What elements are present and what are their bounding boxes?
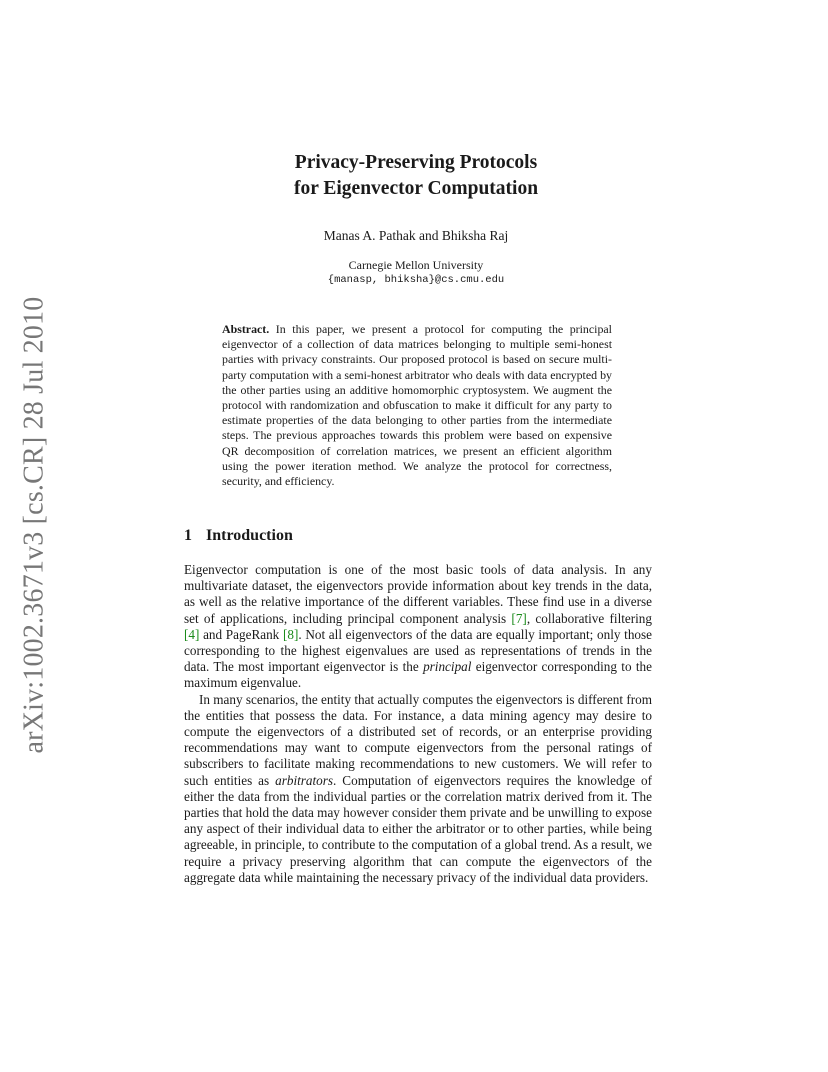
citation-4[interactable]: [4]: [184, 626, 200, 642]
authors: Manas A. Pathak and Bhiksha Raj: [323, 228, 509, 243]
section-body: [184, 562, 652, 886]
affiliation: Carnegie Mellon University: [348, 258, 484, 272]
p1-text-3: and PageRank: [199, 626, 283, 642]
p1-emphasis: principal: [423, 659, 472, 675]
section-number: 1: [184, 527, 192, 544]
section-heading: [184, 527, 293, 545]
paragraph-2: [184, 692, 652, 886]
paragraph-1: [184, 562, 652, 692]
section-title: Introduction: [206, 527, 293, 544]
arxiv-identifier: arXiv:1002.3671v3 [cs.CR] 28 Jul 2010: [18, 296, 49, 754]
p1-text-5: eigenvector corresponding to the maximum eigenvalue.: [184, 659, 652, 691]
p2-text-1: In many scenarios, the entity that actually computes the eigenvectors is different from the entities that possess the data. For instance, a data mining agency may desire to compute the eigenvectors of a distributed set of records, or an enterprise providing recommendations may want to compute eigenvectors from the personal ratings of subscribers to facilitate making recommendations to new customers. We will refer to such entities as: [184, 691, 652, 788]
p2-emphasis: arbitrators: [275, 772, 334, 788]
arxiv-identifier-sidebar: [14, 296, 54, 754]
paper-title: [180, 150, 652, 202]
abstract-text: In this paper, we present a protocol for computing the principal eigenvector of a collection of data matrices belonging to multiple semi-honest parties with privacy constraints. Our proposed protocol is based on secure multi-party computation with a semi-honest arbitrator who deals with data encrypted by the other parties using an additive homomorphic cryptosystem. We augment the protocol with randomization and obfuscation to make it difficult for any party to estimate properties of the data belonging to other parties from the intermediate steps. The previous approaches towards this problem were based on expensive QR decomposition of correlation matrices, we present an efficient algorithm using the power iteration method. We analyze the protocol for correctness, security, and efficiency.: [222, 322, 612, 489]
author-email: {manasp, bhiksha}@cs.cmu.edu: [327, 274, 505, 286]
citation-8[interactable]: [8]: [282, 626, 299, 642]
title-line-1: Privacy-Preserving Protocols: [294, 152, 538, 173]
title-line-2: for Eigenvector Computation: [293, 178, 539, 199]
p2-text-2: . Computation of eigenvectors requires the knowledge of either the data from the individual parties or the correlation matrix derived from it. The parties that hold the data may however consider them private and be unwilling to expose any aspect of their individual data to either the arbitrator or to other parties, while being agreeable, in principle, to contribute to the computation of a global trend. As a result, we require a privacy preserving algorithm that can compute the eigenvectors of the aggregate data while maintaining the necessary privacy of the individual data providers.: [184, 772, 652, 885]
abstract-label: Abstract.: [222, 322, 270, 336]
p1-text-4: . Not all eigenvectors of the data are equally important; only those corresponding to the highest eigenvalues are used as representations of trends in the data. The most important eigenvector is the: [184, 626, 653, 675]
abstract: [222, 322, 612, 489]
citation-7[interactable]: [7]: [511, 610, 527, 626]
p1-text-1: Eigenvector computation is one of the most basic tools of data analysis. In any multivariate dataset, the eigenvectors provide information about key trends in the data, as well as the relative importance of the different variables. These find use in a diverse set of applications, including principal component analysis: [184, 562, 652, 626]
p1-text-2: , collaborative filtering: [526, 610, 652, 626]
